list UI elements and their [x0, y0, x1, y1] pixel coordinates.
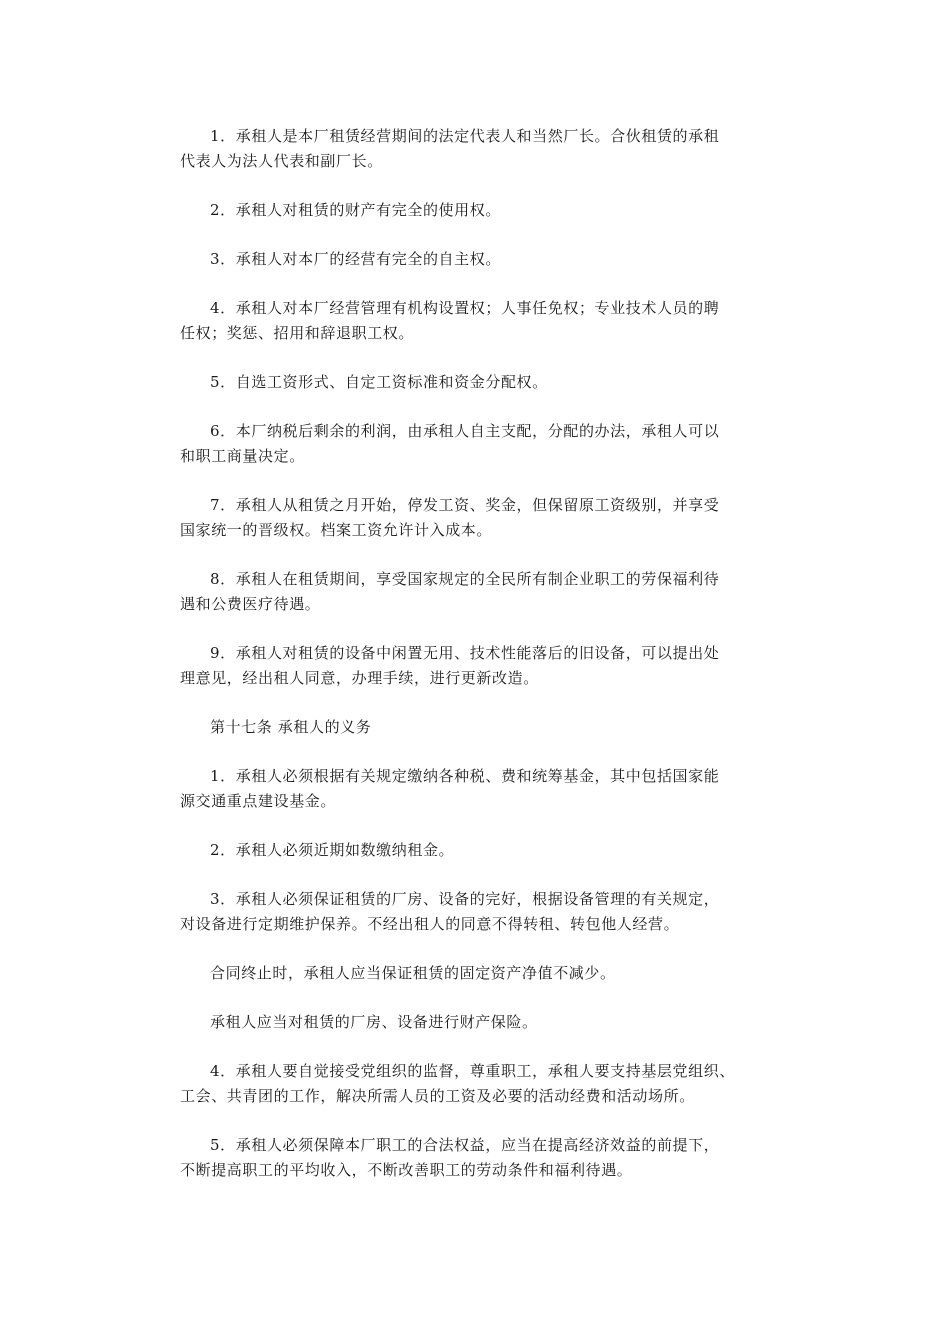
paragraph-right-2: 2．承租人对租赁的财产有完全的使用权。	[210, 201, 501, 219]
paragraph-right-5: 5．自选工资形式、自定工资标准和资金分配权。	[210, 373, 548, 391]
paragraph-duty-3: 3．承租人必须保证租赁的厂房、设备的完好，根据设备管理的有关规定， 对设备进行定期维护保养。不经出租人的同意不得转租、转包他人经营。	[180, 890, 720, 933]
paragraph-right-7: 7．承租人从租赁之月开始，停发工资、奖金，但保留原工资级别，并享受 国家统一的晋级权。档案工资允许计入成本。	[180, 496, 720, 539]
paragraph-duty-5: 5．承租人必须保障本厂职工的合法权益，应当在提高经济效益的前提下， 不断提高职工的平均收入，不断改善职工的劳动条件和福利待遇。	[180, 1136, 720, 1179]
paragraph-right-1: 1．承租人是本厂租赁经营期间的法定代表人和当然厂长。合伙租赁的承租 代表人为法人代表和副厂长。	[180, 127, 720, 170]
paragraph-duty-4: 4．承租人要自觉接受党组织的监督，尊重职工，承租人要支持基层党组织、 工会、共青团的工作，解决所需人员的工资及必要的活动经费和活动场所。	[180, 1062, 735, 1105]
paragraph-property-insurance: 承租人应当对租赁的厂房、设备进行财产保险。	[210, 1013, 538, 1031]
paragraph-contract-termination: 合同终止时，承租人应当保证租赁的固定资产净值不减少。	[210, 964, 616, 982]
paragraph-right-9: 9．承租人对租赁的设备中闲置无用、技术性能落后的旧设备，可以提出处 理意见，经出租人同意，办理手续，进行更新改造。	[180, 644, 720, 687]
document-page	[180, 124, 780, 1207]
paragraph-duty-1: 1．承租人必须根据有关规定缴纳各种税、费和统筹基金，其中包括国家能 源交通重点建设基金。	[180, 767, 720, 810]
paragraph-right-8: 8．承租人在租赁期间，享受国家规定的全民所有制企业职工的劳保福利待 遇和公费医疗待遇。	[180, 570, 720, 613]
article-17-heading: 第十七条 承租人的义务	[210, 718, 372, 736]
paragraph-right-6: 6．本厂纳税后剩余的利润，由承租人自主支配，分配的办法，承租人可以 和职工商量决定。	[180, 422, 720, 465]
paragraph-right-3: 3．承租人对本厂的经营有完全的自主权。	[210, 250, 501, 268]
paragraph-right-4: 4．承租人对本厂经营管理有机构设置权；人事任免权；专业技术人员的聘 任权；奖惩、招用和辞退职工权。	[180, 299, 720, 342]
paragraph-duty-2: 2．承租人必须近期如数缴纳租金。	[210, 841, 455, 859]
